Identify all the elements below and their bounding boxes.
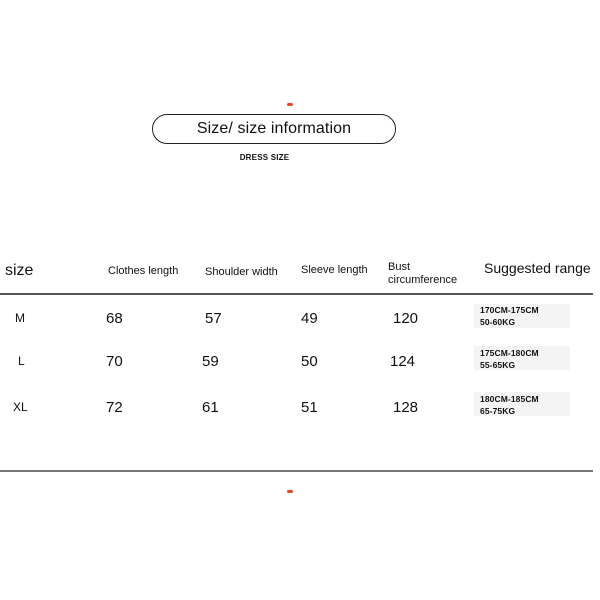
row-m-bust: 120 (393, 310, 419, 327)
row-m-shoulder-width: 57 (205, 310, 222, 327)
row-l-clothes-length: 70 (106, 353, 123, 370)
row-xl-shoulder-width: 61 (202, 399, 219, 416)
row-xl-bust: 128 (393, 399, 419, 416)
row-l-range-height: 175CM-180CM (480, 348, 539, 358)
page-subtitle: DRESS SIZE (239, 153, 290, 162)
row-xl-sleeve-length: 51 (301, 399, 318, 416)
header-clothes-length: Clothes length (108, 265, 179, 277)
table-bottom-rule (0, 470, 593, 472)
row-m-range-weight: 50-60KG (480, 317, 516, 327)
header-shoulder-width: Shoulder width (205, 266, 278, 278)
row-l-range-weight: 55-65KG (480, 360, 516, 370)
header-suggested-range: Suggested range (484, 260, 591, 276)
row-m-suggested-range (480, 304, 539, 328)
page-title-text: Size/ size information (196, 120, 352, 137)
row-xl-range-weight: 65-75KG (480, 406, 516, 416)
row-m-sleeve-length: 49 (301, 310, 318, 327)
row-xl-size: XL (13, 400, 28, 414)
decorative-dot-bottom (287, 490, 293, 493)
table-top-rule (0, 293, 593, 295)
row-m-size: M (15, 311, 25, 325)
header-bust-line1: Bust (388, 261, 411, 273)
row-l-sleeve-length: 50 (301, 353, 318, 370)
page-title (152, 114, 396, 144)
header-size: size (5, 262, 34, 279)
header-bust-line2: circumference (388, 274, 458, 286)
row-xl-range-height: 180CM-185CM (480, 394, 539, 404)
row-l-suggested-range (480, 347, 539, 371)
row-m-clothes-length: 68 (106, 310, 123, 327)
header-bust-circumference (388, 261, 468, 287)
header-sleeve-length: Sleeve length (301, 264, 368, 276)
row-l-bust: 124 (390, 353, 416, 370)
decorative-dot-top (287, 103, 293, 106)
row-l-size: L (18, 354, 25, 368)
row-xl-clothes-length: 72 (106, 399, 123, 416)
row-l-shoulder-width: 59 (202, 353, 219, 370)
row-xl-suggested-range (480, 393, 539, 417)
row-m-range-height: 170CM-175CM (480, 305, 539, 315)
